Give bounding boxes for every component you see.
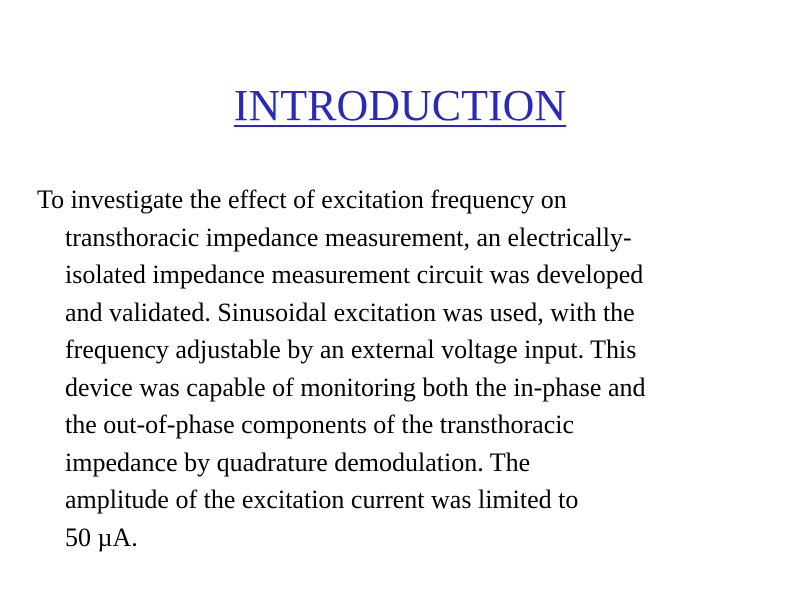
paragraph-line: frequency adjustable by an external voltage input. This — [65, 335, 637, 364]
paragraph-line: device was capable of monitoring both the in-phase and — [65, 372, 646, 402]
introduction-paragraph — [37, 181, 777, 556]
paragraph-line: and validated. Sinusoidal excitation was used, with the — [65, 297, 635, 327]
paragraph-line: impedance by quadrature demodulation. The — [65, 447, 531, 477]
paragraph-line: 50 µA. — [65, 522, 138, 552]
paragraph-line: amplitude of the excitation current was limited to — [65, 485, 579, 514]
paragraph-line: To investigate the effect of excitation frequency on — [37, 185, 567, 214]
paragraph-line: the out-of-phase components of the transthoracic — [65, 410, 574, 439]
paragraph-line: isolated impedance measurement circuit was developed — [65, 260, 644, 289]
paragraph-line: transthoracic impedance measurement, an electrically- — [65, 222, 632, 252]
slide-title: INTRODUCTION — [233, 81, 567, 130]
